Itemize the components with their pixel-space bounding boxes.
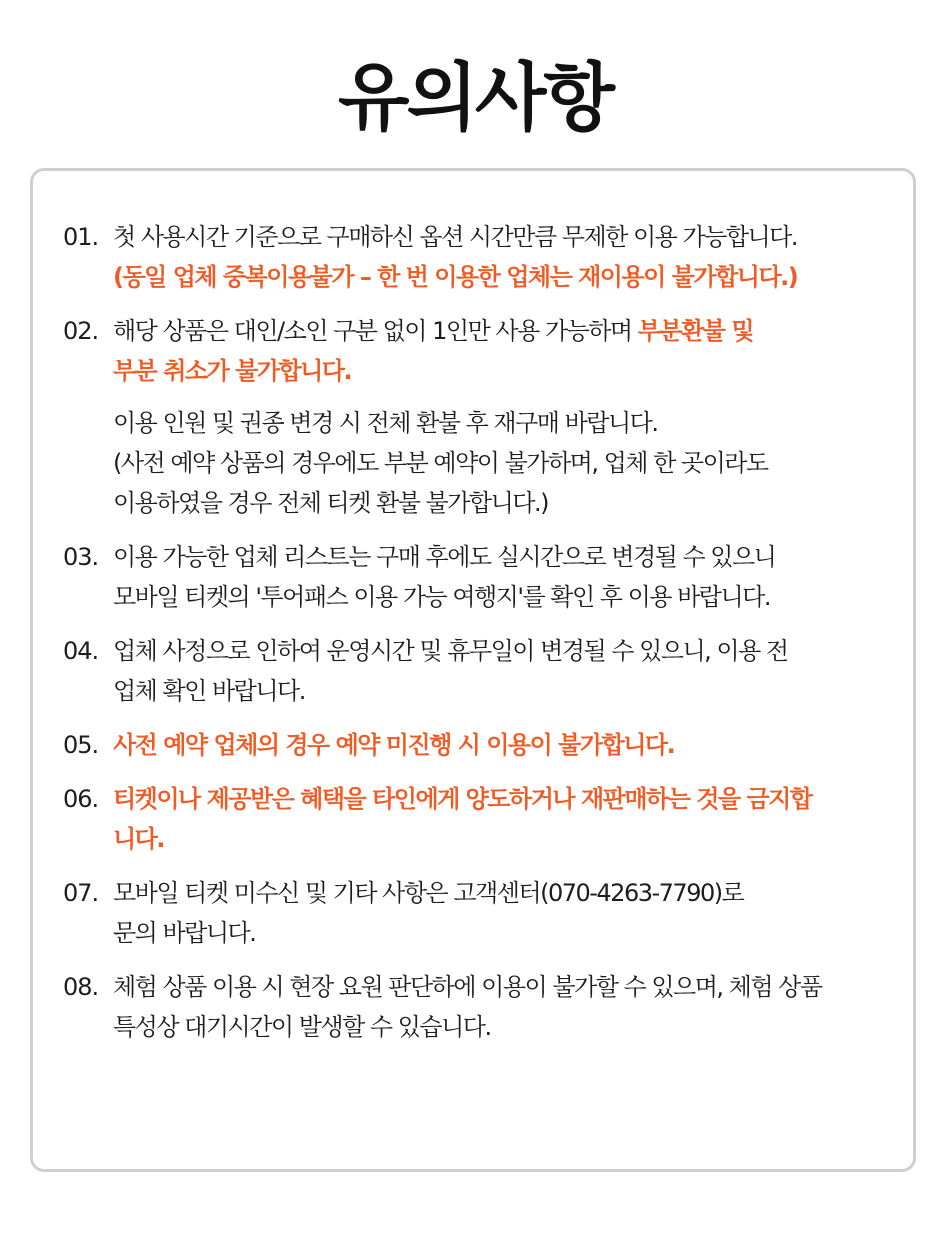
notice-item-02 <box>63 311 899 523</box>
item-line-text: 해당 상품은 대인/소인 구분 없이 1인만 사용 가능하며 <box>113 317 638 345</box>
item-line: 이용 가능한 업체 리스트는 구매 후에도 실시간으로 변경될 수 있으니 <box>113 543 776 571</box>
page-title: 유의사항 <box>338 55 612 141</box>
item-line: 체험 상품 이용 시 현장 요원 판단하에 이용이 불가할 수 있으며, 체험 상품 <box>113 973 822 1001</box>
item-number: 07. <box>63 879 99 907</box>
item-highlight: 부분 취소가 불가합니다. <box>113 357 352 385</box>
item-subnote-line: 이용하였을 경우 전체 티켓 환불 불가합니다.) <box>113 489 548 517</box>
item-line: 모바일 티켓 미수신 및 기타 사항은 고객센터(070-4263-7790)로 <box>113 879 744 907</box>
notice-item-06 <box>63 779 899 859</box>
item-number: 02. <box>63 317 99 345</box>
item-number: 01. <box>63 223 99 251</box>
item-highlight: (동일 업체 중복이용불가 – 한 번 이용한 업체는 재이용이 불가합니다.) <box>113 263 798 291</box>
item-text <box>113 217 899 297</box>
item-highlight: 부분환불 및 <box>637 317 754 345</box>
item-highlight: 니다. <box>113 825 164 853</box>
notice-box <box>30 168 916 1172</box>
item-text <box>113 631 899 711</box>
item-number: 06. <box>63 785 99 813</box>
item-line <box>113 311 899 351</box>
item-text <box>113 779 899 859</box>
item-text <box>113 311 899 523</box>
item-line: 업체 확인 바랍니다. <box>113 677 305 705</box>
notice-item-03 <box>63 537 899 617</box>
item-line: 모바일 티켓의 '투어패스 이용 가능 여행지'를 확인 후 이용 바랍니다. <box>113 583 770 611</box>
item-text <box>113 725 899 765</box>
item-line: 문의 바랍니다. <box>113 919 256 947</box>
notice-item-08 <box>63 967 899 1047</box>
item-subnote-line: 이용 인원 및 권종 변경 시 전체 환불 후 재구매 바랍니다. <box>113 409 658 437</box>
item-number: 05. <box>63 731 99 759</box>
notice-item-05 <box>63 725 899 765</box>
item-line: 특성상 대기시간이 발생할 수 있습니다. <box>113 1013 491 1041</box>
item-number: 03. <box>63 543 99 571</box>
item-subnote <box>113 403 899 523</box>
item-text <box>113 537 899 617</box>
item-number: 08. <box>63 973 99 1001</box>
item-text <box>113 967 899 1047</box>
item-text <box>113 873 899 953</box>
notice-item-01 <box>63 217 899 297</box>
item-highlight: 사전 예약 업체의 경우 예약 미진행 시 이용이 불가합니다. <box>113 731 675 759</box>
item-highlight: 티켓이나 제공받은 혜택을 타인에게 양도하거나 재판매하는 것을 금지합 <box>113 785 812 813</box>
item-line: 업체 사정으로 인하여 운영시간 및 휴무일이 변경될 수 있으니, 이용 전 <box>113 637 788 665</box>
item-line: 첫 사용시간 기준으로 구매하신 옵션 시간만큼 무제한 이용 가능합니다. <box>113 223 797 251</box>
notice-list <box>63 217 899 1061</box>
item-number: 04. <box>63 637 99 665</box>
notice-item-04 <box>63 631 899 711</box>
item-subnote-line: (사전 예약 상품의 경우에도 부분 예약이 불가하며, 업체 한 곳이라도 <box>113 449 768 477</box>
notice-item-07 <box>63 873 899 953</box>
